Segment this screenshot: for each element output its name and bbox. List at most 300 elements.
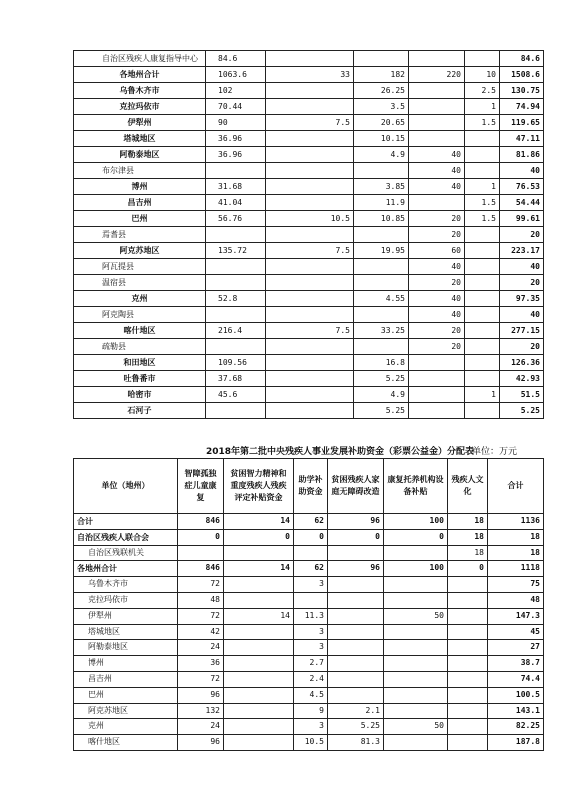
table-cell: 132: [178, 703, 224, 719]
row-label: 焉耆县: [74, 227, 206, 243]
table-cell: 51.5: [500, 387, 544, 403]
table-row: [74, 577, 544, 593]
row-label: 阿克苏地区: [74, 243, 206, 259]
table-cell: 48: [488, 592, 544, 608]
table-cell: [178, 545, 224, 561]
row-label: 伊犁州: [74, 608, 178, 624]
table-cell: 97.35: [500, 291, 544, 307]
table-cell: [206, 403, 266, 419]
table-cell: 20: [409, 339, 465, 355]
table-cell: [206, 307, 266, 323]
table-cell: 40: [409, 163, 465, 179]
table-cell: 5.25: [500, 403, 544, 419]
table-row: [74, 51, 544, 67]
table-cell: [465, 339, 500, 355]
table-cell: 182: [354, 67, 409, 83]
table-cell: [224, 687, 294, 703]
table-cell: [354, 339, 409, 355]
table-cell: 40: [409, 307, 465, 323]
table-cell: 3.85: [354, 179, 409, 195]
table-cell: 143.1: [488, 703, 544, 719]
table-cell: 7.5: [266, 323, 354, 339]
table-cell: 216.4: [206, 323, 266, 339]
table-cell: 81.86: [500, 147, 544, 163]
table-cell: 40: [409, 259, 465, 275]
table-row: [74, 83, 544, 99]
table-cell: 1063.6: [206, 67, 266, 83]
table-cell: 47.11: [500, 131, 544, 147]
table-cell: [328, 545, 384, 561]
table-cell: 119.65: [500, 115, 544, 131]
table-cell: [384, 656, 448, 672]
table-cell: 7.5: [266, 115, 354, 131]
table-row: [74, 131, 544, 147]
table-cell: [448, 671, 488, 687]
table-cell: 40: [409, 291, 465, 307]
table-cell: 45: [488, 624, 544, 640]
table-cell: 846: [178, 514, 224, 530]
table-cell: [465, 371, 500, 387]
row-label: 塔城地区: [74, 624, 178, 640]
table-cell: [206, 227, 266, 243]
table-cell: [409, 387, 465, 403]
table-cell: [206, 339, 266, 355]
table-cell: 20: [500, 275, 544, 291]
table-cell: 1136: [488, 514, 544, 530]
allocation-table-second-batch: [73, 458, 544, 751]
table-row: [74, 275, 544, 291]
table-cell: [354, 163, 409, 179]
table-cell: 20: [409, 275, 465, 291]
table-cell: 40: [500, 307, 544, 323]
table-cell: [409, 195, 465, 211]
table-row: [74, 514, 544, 530]
table-row: [74, 703, 544, 719]
table-cell: 40: [500, 259, 544, 275]
table-cell: [409, 51, 465, 67]
table-row: [74, 529, 544, 545]
table-cell: [354, 51, 409, 67]
table-row: [74, 259, 544, 275]
table-cell: 5.25: [354, 371, 409, 387]
table-row: [74, 687, 544, 703]
table-cell: [448, 656, 488, 672]
table-cell: 50: [384, 608, 448, 624]
column-header: 智障孤独症儿童康复: [178, 459, 224, 514]
table-cell: 187.8: [488, 735, 544, 751]
table-cell: 20.65: [354, 115, 409, 131]
table-cell: 20: [409, 227, 465, 243]
table-cell: [384, 624, 448, 640]
table-cell: 14: [224, 514, 294, 530]
table-cell: [224, 671, 294, 687]
table-cell: [409, 403, 465, 419]
table-cell: [328, 577, 384, 593]
table-cell: 31.68: [206, 179, 266, 195]
table-cell: 72: [178, 671, 224, 687]
table-cell: [448, 577, 488, 593]
table-cell: 4.5: [294, 687, 328, 703]
row-label: 阿克苏地区: [74, 703, 178, 719]
table-cell: 5.25: [354, 403, 409, 419]
table-cell: 2.1: [328, 703, 384, 719]
table-cell: [328, 671, 384, 687]
table-cell: [224, 640, 294, 656]
table-cell: [224, 624, 294, 640]
table-cell: 72: [178, 577, 224, 593]
table-cell: 3.5: [354, 99, 409, 115]
table-cell: 11.9: [354, 195, 409, 211]
row-label: 克州: [74, 291, 206, 307]
table-cell: [328, 687, 384, 703]
table-row: [74, 719, 544, 735]
table-cell: 36.96: [206, 147, 266, 163]
row-label: 巴州: [74, 687, 178, 703]
table-cell: 42.93: [500, 371, 544, 387]
table-cell: 20: [409, 323, 465, 339]
column-header: 合计: [488, 459, 544, 514]
row-label: 哈密市: [74, 387, 206, 403]
table-cell: 4.9: [354, 147, 409, 163]
table-cell: [266, 51, 354, 67]
table-cell: 2.4: [294, 671, 328, 687]
row-label: 合计: [74, 514, 178, 530]
table-row: [74, 67, 544, 83]
table-cell: [266, 259, 354, 275]
row-label: 自治区残联机关: [74, 545, 178, 561]
table-cell: [448, 608, 488, 624]
table-row: [74, 671, 544, 687]
table-cell: [465, 147, 500, 163]
table-cell: 33.25: [354, 323, 409, 339]
row-label: 自治区残疾人联合会: [74, 529, 178, 545]
table-row: [74, 243, 544, 259]
table-cell: 40: [409, 179, 465, 195]
table-cell: 846: [178, 561, 224, 577]
table-cell: 90: [206, 115, 266, 131]
table-cell: 84.6: [500, 51, 544, 67]
table-row: [74, 307, 544, 323]
row-label: 巴州: [74, 211, 206, 227]
table-cell: 96: [328, 561, 384, 577]
table-cell: 19.95: [354, 243, 409, 259]
table-cell: 37.68: [206, 371, 266, 387]
table-cell: [384, 671, 448, 687]
table-row: [74, 195, 544, 211]
table-cell: [266, 131, 354, 147]
table-cell: 3: [294, 719, 328, 735]
table-cell: 100: [384, 561, 448, 577]
table-cell: [224, 656, 294, 672]
table-cell: 0: [384, 529, 448, 545]
table-cell: [266, 275, 354, 291]
table-row: [74, 624, 544, 640]
table-cell: 96: [328, 514, 384, 530]
table-cell: 76.53: [500, 179, 544, 195]
table-cell: 1: [465, 179, 500, 195]
table-cell: [409, 99, 465, 115]
table-cell: [224, 719, 294, 735]
row-label: 博州: [74, 656, 178, 672]
table-cell: 18: [488, 529, 544, 545]
table-cell: 1.5: [465, 195, 500, 211]
table-cell: 0: [448, 561, 488, 577]
table-cell: [448, 719, 488, 735]
table-cell: 1.5: [465, 115, 500, 131]
table-cell: 10: [465, 67, 500, 83]
row-label: 石河子: [74, 403, 206, 419]
row-label: 昌吉州: [74, 671, 178, 687]
table-cell: 2.5: [465, 83, 500, 99]
column-header: 助学补助资金: [294, 459, 328, 514]
table-cell: 4.55: [354, 291, 409, 307]
table-cell: 38.7: [488, 656, 544, 672]
table-cell: 1508.6: [500, 67, 544, 83]
table-cell: 1: [465, 387, 500, 403]
row-label: 塔城地区: [74, 131, 206, 147]
table-cell: [266, 195, 354, 211]
table-cell: 54.44: [500, 195, 544, 211]
column-header: 康复托养机构设备补贴: [384, 459, 448, 514]
table-cell: [448, 703, 488, 719]
table-cell: 60: [409, 243, 465, 259]
table-cell: [224, 577, 294, 593]
table-cell: [224, 545, 294, 561]
row-label: 阿勒泰地区: [74, 147, 206, 163]
row-label: 阿勒泰地区: [74, 640, 178, 656]
table-cell: [266, 83, 354, 99]
row-label: 自治区残疾人康复指导中心: [74, 51, 206, 67]
table-cell: 18: [448, 529, 488, 545]
table-cell: 72: [178, 608, 224, 624]
table-cell: 0: [178, 529, 224, 545]
table-cell: 41.04: [206, 195, 266, 211]
table-cell: [465, 227, 500, 243]
column-header: 贫困残疾人家庭无障碍改造: [328, 459, 384, 514]
table-cell: [384, 735, 448, 751]
row-label: 布尔津县: [74, 163, 206, 179]
table-cell: 4.9: [354, 387, 409, 403]
table-cell: 10.5: [266, 211, 354, 227]
table-cell: [328, 624, 384, 640]
table-cell: [294, 545, 328, 561]
table-cell: [354, 275, 409, 291]
table-cell: 50: [384, 719, 448, 735]
column-header: 单位（地州）: [74, 459, 178, 514]
table-cell: 100: [384, 514, 448, 530]
table-cell: [224, 735, 294, 751]
table-cell: 1.5: [465, 211, 500, 227]
table-row: [74, 561, 544, 577]
table-cell: 33: [266, 67, 354, 83]
table-cell: 126.36: [500, 355, 544, 371]
table-cell: 40: [500, 163, 544, 179]
table-cell: [328, 592, 384, 608]
table-cell: [354, 307, 409, 323]
table-cell: [328, 656, 384, 672]
table-cell: [465, 323, 500, 339]
table-cell: 7.5: [266, 243, 354, 259]
table-cell: [465, 291, 500, 307]
table-cell: 3: [294, 577, 328, 593]
table-row: [74, 355, 544, 371]
table-cell: [465, 275, 500, 291]
table-cell: 62: [294, 561, 328, 577]
table2-unit: 单位：万元: [472, 447, 518, 457]
table-cell: 96: [178, 735, 224, 751]
table-row: [74, 99, 544, 115]
table-cell: 40: [409, 147, 465, 163]
table-cell: [354, 259, 409, 275]
row-label: 阿克陶县: [74, 307, 206, 323]
table-cell: 75: [488, 577, 544, 593]
row-label: 博州: [74, 179, 206, 195]
row-label: 阿瓦提县: [74, 259, 206, 275]
table-cell: 36: [178, 656, 224, 672]
table-cell: [465, 259, 500, 275]
table-cell: [266, 339, 354, 355]
table-cell: [266, 163, 354, 179]
table-row: [74, 339, 544, 355]
table-cell: 45.6: [206, 387, 266, 403]
row-label: 乌鲁木齐市: [74, 577, 178, 593]
table-cell: [448, 735, 488, 751]
row-label: 各地州合计: [74, 561, 178, 577]
table-cell: 277.15: [500, 323, 544, 339]
table-cell: [448, 687, 488, 703]
table-cell: 42: [178, 624, 224, 640]
table-cell: [266, 179, 354, 195]
table-cell: [448, 592, 488, 608]
table-cell: [384, 577, 448, 593]
table-cell: 74.94: [500, 99, 544, 115]
row-label: 和田地区: [74, 355, 206, 371]
table-row: [74, 371, 544, 387]
table-row: [74, 592, 544, 608]
table-cell: 14: [224, 561, 294, 577]
table-row: [74, 545, 544, 561]
table-row: [74, 735, 544, 751]
table-cell: [384, 592, 448, 608]
row-label: 乌鲁木齐市: [74, 83, 206, 99]
table-cell: 3: [294, 624, 328, 640]
table-cell: 220: [409, 67, 465, 83]
table-row: [74, 163, 544, 179]
table-cell: 1: [465, 99, 500, 115]
table-cell: 36.96: [206, 131, 266, 147]
table-cell: 20: [409, 211, 465, 227]
table-cell: 74.4: [488, 671, 544, 687]
table-cell: 27: [488, 640, 544, 656]
table-cell: [224, 592, 294, 608]
table-cell: 147.3: [488, 608, 544, 624]
table-row: [74, 115, 544, 131]
table-cell: [294, 592, 328, 608]
table-cell: 135.72: [206, 243, 266, 259]
table-cell: 70.44: [206, 99, 266, 115]
table-cell: [266, 147, 354, 163]
table-row: [74, 227, 544, 243]
row-label: 温宿县: [74, 275, 206, 291]
column-header: 残疾人文化: [448, 459, 488, 514]
table2-title: 2018年第二批中央残疾人事业发展补助资金（彩票公益金）分配表: [206, 447, 475, 457]
table-cell: [328, 608, 384, 624]
table-cell: [448, 640, 488, 656]
table-cell: 100.5: [488, 687, 544, 703]
table-cell: [328, 640, 384, 656]
table-cell: [266, 355, 354, 371]
table-cell: [206, 163, 266, 179]
table-cell: 10.15: [354, 131, 409, 147]
table-cell: [266, 371, 354, 387]
table-cell: 1118: [488, 561, 544, 577]
table-cell: 99.61: [500, 211, 544, 227]
table-cell: [266, 291, 354, 307]
table-row: [74, 323, 544, 339]
table-cell: [448, 624, 488, 640]
table-cell: [409, 371, 465, 387]
table-row: [74, 291, 544, 307]
table-cell: 223.17: [500, 243, 544, 259]
table-cell: 18: [488, 545, 544, 561]
row-label: 克拉玛依市: [74, 99, 206, 115]
table-cell: [465, 51, 500, 67]
allocation-table-continued: [73, 50, 544, 419]
table-cell: 62: [294, 514, 328, 530]
table-cell: [266, 387, 354, 403]
table-cell: [354, 227, 409, 243]
table-cell: 5.25: [328, 719, 384, 735]
table-cell: 11.3: [294, 608, 328, 624]
table-cell: 18: [448, 545, 488, 561]
column-header: 贫困智力精神和重度残疾人残疾评定补贴资金: [224, 459, 294, 514]
row-label: 喀什地区: [74, 735, 178, 751]
table-row: [74, 387, 544, 403]
table-cell: [465, 355, 500, 371]
table-cell: 20: [500, 227, 544, 243]
table-cell: 52.8: [206, 291, 266, 307]
table-cell: [409, 115, 465, 131]
table-cell: 0: [224, 529, 294, 545]
table-row: [74, 403, 544, 419]
row-label: 克州: [74, 719, 178, 735]
table-cell: [384, 687, 448, 703]
table-cell: 81.3: [328, 735, 384, 751]
table-cell: [465, 243, 500, 259]
table-cell: 130.75: [500, 83, 544, 99]
table-cell: [465, 307, 500, 323]
table-cell: 24: [178, 719, 224, 735]
table-cell: 84.6: [206, 51, 266, 67]
table-cell: 102: [206, 83, 266, 99]
table-cell: [465, 163, 500, 179]
table-cell: [409, 83, 465, 99]
table-cell: 2.7: [294, 656, 328, 672]
table-cell: 10.85: [354, 211, 409, 227]
row-label: 克拉玛依市: [74, 592, 178, 608]
table-cell: 82.25: [488, 719, 544, 735]
table-cell: 109.56: [206, 355, 266, 371]
table-cell: 16.8: [354, 355, 409, 371]
table-row: [74, 211, 544, 227]
table-row: [74, 656, 544, 672]
table-cell: [465, 131, 500, 147]
table-cell: [384, 640, 448, 656]
table-cell: [266, 227, 354, 243]
table-cell: 0: [328, 529, 384, 545]
row-label: 喀什地区: [74, 323, 206, 339]
table-cell: [384, 545, 448, 561]
